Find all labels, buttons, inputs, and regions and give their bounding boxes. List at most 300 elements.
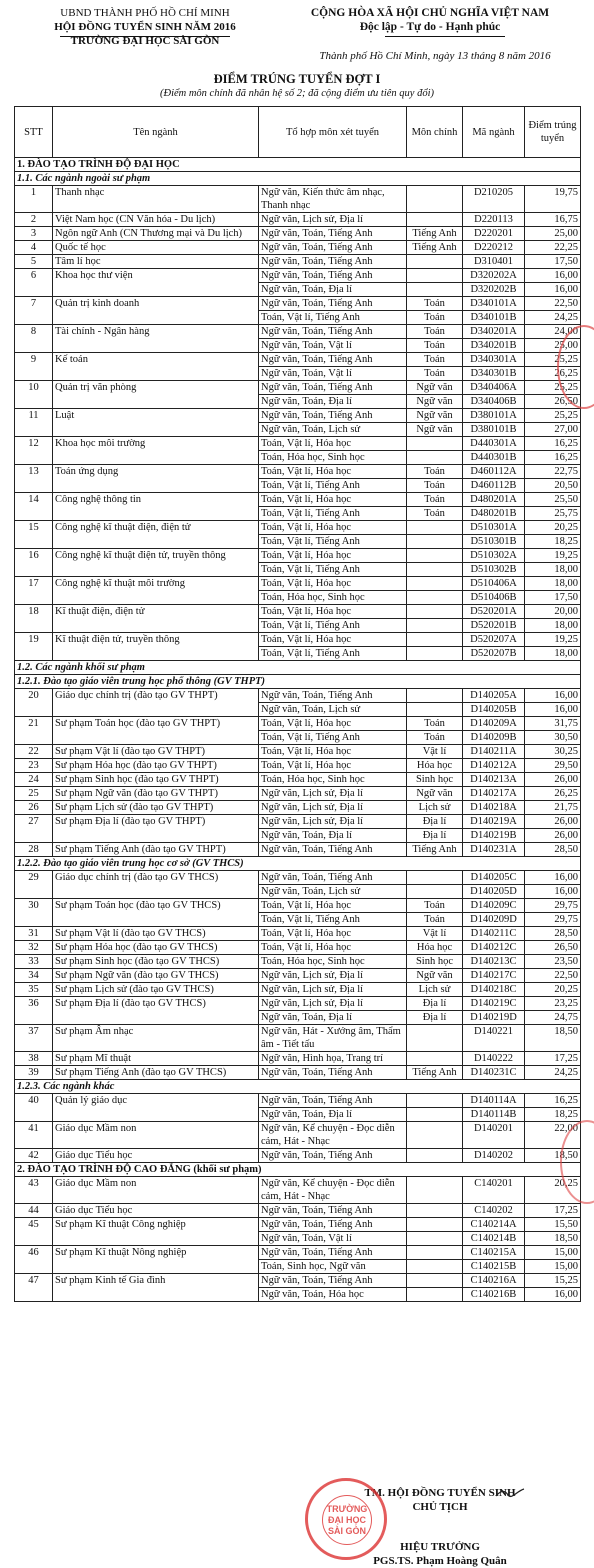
row-stt: 33 (15, 955, 53, 969)
row-combo: Ngữ văn, Toán, Tiếng Anh (259, 241, 407, 255)
row-score: 16,00 (525, 1288, 581, 1302)
row-combo: Ngữ văn, Toán, Tiếng Anh (259, 1094, 407, 1108)
row-program-code: D460112B (463, 479, 525, 493)
row-program-name: Sư phạm Toán học (đào tạo GV THPT) (53, 717, 259, 745)
row-stt: 27 (15, 815, 53, 843)
subsection-row (15, 1080, 581, 1094)
row-program-name: Công nghệ thông tin (53, 493, 259, 521)
row-stt: 13 (15, 465, 53, 493)
table-row (15, 815, 581, 829)
row-stt: 15 (15, 521, 53, 549)
row-program-code: D510406A (463, 577, 525, 591)
row-combo: Toán, Vật lí, Hóa học (259, 493, 407, 507)
row-program-name: Sư phạm Âm nhạc (53, 1025, 259, 1052)
row-combo: Ngữ văn, Toán, Tiếng Anh (259, 1204, 407, 1218)
row-combo: Ngữ văn, Kể chuyện - Đọc diễn cảm, Hát - Nhạc (259, 1122, 407, 1149)
row-main-subject (407, 255, 463, 269)
row-combo: Toán, Vật lí, Hóa học (259, 437, 407, 451)
row-score: 22,75 (525, 465, 581, 479)
row-score: 15,50 (525, 1218, 581, 1232)
row-program-name: Tài chính - Ngân hàng (53, 325, 259, 353)
table-row (15, 773, 581, 787)
row-score: 26,00 (525, 773, 581, 787)
table-row (15, 787, 581, 801)
row-program-code: D140211C (463, 927, 525, 941)
row-program-name: Luật (53, 409, 259, 437)
row-score: 18,25 (525, 535, 581, 549)
row-program-name: Quản lý giáo dục (53, 1094, 259, 1122)
row-program-name: Giáo dục Tiểu học (53, 1149, 259, 1163)
row-program-name: Sư phạm Toán học (đào tạo GV THCS) (53, 899, 259, 927)
row-score: 20,25 (525, 983, 581, 997)
row-combo: Ngữ văn, Kể chuyện - Đọc diễn cảm, Hát - Nhạc (259, 1177, 407, 1204)
row-stt: 6 (15, 269, 53, 297)
row-combo: Ngữ văn, Lịch sử, Địa lí (259, 787, 407, 801)
row-program-code: D140222 (463, 1052, 525, 1066)
row-stt: 8 (15, 325, 53, 353)
table-row (15, 899, 581, 913)
row-score: 23,25 (525, 997, 581, 1011)
row-combo: Ngữ văn, Toán, Vật lí (259, 367, 407, 381)
row-score: 19,75 (525, 186, 581, 213)
row-program-code: D220201 (463, 227, 525, 241)
row-program-code: D140218A (463, 801, 525, 815)
row-combo: Toán, Sinh học, Ngữ văn (259, 1260, 407, 1274)
row-stt: 38 (15, 1052, 53, 1066)
subsection-heading: 1.2. Các ngành khối sư phạm (15, 661, 581, 675)
table-row (15, 1066, 581, 1080)
row-program-name: Toán ứng dụng (53, 465, 259, 493)
row-program-name: Giáo dục chính trị (đào tạo GV THPT) (53, 689, 259, 717)
row-program-code: D380101A (463, 409, 525, 423)
row-combo: Ngữ văn, Toán, Địa lí (259, 283, 407, 297)
row-combo: Toán, Vật lí, Hóa học (259, 745, 407, 759)
row-program-name: Sư phạm Vật lí (đào tạo GV THPT) (53, 745, 259, 759)
table-row (15, 717, 581, 731)
row-combo: Toán, Vật lí, Tiếng Anh (259, 479, 407, 493)
row-combo: Ngữ văn, Toán, Địa lí (259, 395, 407, 409)
row-program-name: Sư phạm Kĩ thuật Nông nghiệp (53, 1246, 259, 1274)
row-combo: Toán, Vật lí, Hóa học (259, 521, 407, 535)
row-program-code: C140216B (463, 1288, 525, 1302)
row-combo: Ngữ văn, Toán, Tiếng Anh (259, 297, 407, 311)
table-row (15, 521, 581, 535)
signature-line3: HIỆU TRƯỞNG (400, 1541, 480, 1553)
row-program-code: D510301B (463, 535, 525, 549)
row-combo: Toán, Vật lí, Tiếng Anh (259, 731, 407, 745)
row-combo: Ngữ văn, Toán, Tiếng Anh (259, 269, 407, 283)
row-main-subject: Địa lí (407, 997, 463, 1011)
row-program-code: C140201 (463, 1177, 525, 1204)
row-program-name: Sư phạm Địa lí (đào tạo GV THCS) (53, 997, 259, 1025)
col-header-stt: STT (15, 107, 53, 158)
row-main-subject: Lịch sử (407, 983, 463, 997)
table-row (15, 1204, 581, 1218)
row-stt: 9 (15, 353, 53, 381)
page-title: ĐIỂM TRÚNG TUYỂN ĐỢT I (213, 72, 381, 86)
row-combo: Ngữ văn, Toán, Địa lí (259, 1011, 407, 1025)
row-program-name: Giáo dục chính trị (đào tạo GV THCS) (53, 871, 259, 899)
row-program-code: C140214A (463, 1218, 525, 1232)
row-score: 26,00 (525, 829, 581, 843)
row-program-code: D140212C (463, 941, 525, 955)
row-score: 16,25 (525, 451, 581, 465)
table-row (15, 269, 581, 283)
row-stt: 17 (15, 577, 53, 605)
row-program-name: Sư phạm Hóa học (đào tạo GV THPT) (53, 759, 259, 773)
row-stt: 39 (15, 1066, 53, 1080)
row-program-code: D480201B (463, 507, 525, 521)
row-combo: Toán, Vật lí, Hóa học (259, 927, 407, 941)
row-stt: 34 (15, 969, 53, 983)
row-program-code: C140215B (463, 1260, 525, 1274)
row-combo: Ngữ văn, Hát - Xướng âm, Thẩm âm - Tiết tấu (259, 1025, 407, 1052)
table-header-row (15, 107, 581, 158)
header-right-line2: Độc lập - Tự do - Hạnh phúc (359, 21, 501, 33)
row-combo: Ngữ văn, Toán, Vật lí (259, 339, 407, 353)
row-score: 18,50 (525, 1025, 581, 1052)
table-row (15, 227, 581, 241)
row-combo: Ngữ văn, Lịch sử, Địa lí (259, 815, 407, 829)
row-main-subject (407, 1177, 463, 1204)
row-stt: 35 (15, 983, 53, 997)
row-combo: Ngữ văn, Toán, Lịch sử (259, 885, 407, 899)
row-program-code: D140201 (463, 1122, 525, 1149)
row-main-subject (407, 591, 463, 605)
row-score: 19,25 (525, 549, 581, 563)
row-combo: Toán, Vật lí, Tiếng Anh (259, 535, 407, 549)
row-score: 25,50 (525, 493, 581, 507)
table-row (15, 801, 581, 815)
row-main-subject (407, 1232, 463, 1246)
row-main-subject: Toán (407, 353, 463, 367)
table-row (15, 213, 581, 227)
row-combo: Toán, Hóa học, Sinh học (259, 955, 407, 969)
row-combo: Toán, Vật lí, Hóa học (259, 759, 407, 773)
table-row (15, 605, 581, 619)
row-main-subject (407, 1094, 463, 1108)
row-program-code: D510301A (463, 521, 525, 535)
row-program-code: D440301A (463, 437, 525, 451)
row-main-subject: Ngữ văn (407, 787, 463, 801)
row-stt: 12 (15, 437, 53, 465)
row-program-name: Giáo dục Mầm non (53, 1177, 259, 1204)
row-stt: 20 (15, 689, 53, 717)
row-program-name: Sư phạm Kĩ thuật Công nghiệp (53, 1218, 259, 1246)
row-score: 24,00 (525, 325, 581, 339)
row-score: 20,00 (525, 605, 581, 619)
row-main-subject: Toán (407, 507, 463, 521)
row-score: 16,00 (525, 703, 581, 717)
row-program-code: D140221 (463, 1025, 525, 1052)
row-stt: 31 (15, 927, 53, 941)
row-combo: Ngữ văn, Lịch sử, Địa lí (259, 983, 407, 997)
row-combo: Toán, Vật lí, Hóa học (259, 605, 407, 619)
row-combo: Ngữ văn, Hình họa, Trang trí (259, 1052, 407, 1066)
row-main-subject: Toán (407, 493, 463, 507)
row-stt: 14 (15, 493, 53, 521)
row-score: 20,25 (525, 521, 581, 535)
row-score: 24,25 (525, 311, 581, 325)
header-left-underline (60, 36, 230, 37)
row-main-subject (407, 213, 463, 227)
table-row (15, 871, 581, 885)
row-main-subject: Tiếng Anh (407, 227, 463, 241)
row-combo: Toán, Vật lí, Hóa học (259, 577, 407, 591)
row-main-subject: Tiếng Anh (407, 241, 463, 255)
header-left-line3: TRƯỜNG ĐẠI HỌC SÀI GÒN (70, 35, 220, 47)
row-program-name: Kĩ thuật điện, điện tử (53, 605, 259, 633)
row-program-code: D140213C (463, 955, 525, 969)
row-combo: Ngữ văn, Toán, Tiếng Anh (259, 1066, 407, 1080)
row-score: 26,50 (525, 395, 581, 409)
row-program-name: Việt Nam học (CN Văn hóa - Du lịch) (53, 213, 259, 227)
row-combo: Toán, Vật lí, Hóa học (259, 549, 407, 563)
row-score: 16,00 (525, 871, 581, 885)
row-main-subject (407, 619, 463, 633)
row-score: 29,75 (525, 899, 581, 913)
row-combo: Toán, Vật lí, Hóa học (259, 633, 407, 647)
row-program-code: D140209D (463, 913, 525, 927)
row-score: 27,00 (525, 423, 581, 437)
row-program-name: Khoa học môi trường (53, 437, 259, 465)
section-heading: 1. ĐÀO TẠO TRÌNH ĐỘ ĐẠI HỌC (15, 158, 581, 172)
row-combo: Ngữ văn, Toán, Tiếng Anh (259, 843, 407, 857)
table-row (15, 186, 581, 213)
row-program-code: D520207B (463, 647, 525, 661)
row-stt: 47 (15, 1274, 53, 1302)
row-combo: Ngữ văn, Toán, Tiếng Anh (259, 353, 407, 367)
row-main-subject (407, 437, 463, 451)
row-program-code: D220113 (463, 213, 525, 227)
row-stt: 42 (15, 1149, 53, 1163)
row-program-code: D140205B (463, 703, 525, 717)
table-row (15, 1149, 581, 1163)
row-combo: Ngữ văn, Lịch sử, Địa lí (259, 213, 407, 227)
row-program-name: Sư phạm Ngữ văn (đào tạo GV THPT) (53, 787, 259, 801)
header-left-line1: UBND THÀNH PHỐ HỒ CHÍ MINH (60, 7, 230, 19)
row-program-name: Sư phạm Hóa học (đào tạo GV THCS) (53, 941, 259, 955)
page-subtitle: (Điểm môn chính đã nhân hệ số 2; đã cộng điểm ưu tiên quy đổi) (159, 88, 434, 99)
table-row (15, 1122, 581, 1149)
row-program-code: D510302A (463, 549, 525, 563)
row-score: 18,00 (525, 647, 581, 661)
row-program-code: D140114B (463, 1108, 525, 1122)
header-right (270, 6, 590, 34)
row-main-subject: Toán (407, 325, 463, 339)
row-score: 25,00 (525, 339, 581, 353)
row-stt: 40 (15, 1094, 53, 1122)
row-main-subject: Vật lí (407, 745, 463, 759)
row-program-name: Sư phạm Kinh tế Gia đình (53, 1274, 259, 1302)
row-program-code: D340101B (463, 311, 525, 325)
row-stt: 28 (15, 843, 53, 857)
row-main-subject (407, 1122, 463, 1149)
row-score: 16,00 (525, 269, 581, 283)
row-score: 18,00 (525, 619, 581, 633)
table-row (15, 297, 581, 311)
row-score: 16,25 (525, 437, 581, 451)
section-heading: 2. ĐÀO TẠO TRÌNH ĐỘ CAO ĐẲNG (khối sư phạm) (15, 1163, 581, 1177)
row-main-subject (407, 1204, 463, 1218)
row-program-code: C140216A (463, 1274, 525, 1288)
row-program-name: Công nghệ kĩ thuật môi trường (53, 577, 259, 605)
row-main-subject: Hóa học (407, 941, 463, 955)
row-program-code: D140217A (463, 787, 525, 801)
table-row (15, 633, 581, 647)
row-program-code: D210205 (463, 186, 525, 213)
row-stt: 29 (15, 871, 53, 899)
row-score: 17,50 (525, 591, 581, 605)
date-line: Thành phố Hồ Chí Minh, ngày 13 tháng 8 năm 2016 (319, 50, 551, 62)
row-combo: Ngữ văn, Toán, Tiếng Anh (259, 227, 407, 241)
row-stt: 18 (15, 605, 53, 633)
row-program-code: D140205A (463, 689, 525, 703)
row-score: 21,75 (525, 801, 581, 815)
row-main-subject (407, 1288, 463, 1302)
row-combo: Toán, Vật lí, Hóa học (259, 465, 407, 479)
row-score: 29,50 (525, 759, 581, 773)
col-header-code: Mã ngành (463, 107, 525, 158)
row-program-code: D460112A (463, 465, 525, 479)
table-row (15, 353, 581, 367)
table-row (15, 577, 581, 591)
row-stt: 2 (15, 213, 53, 227)
row-program-code: D320202B (463, 283, 525, 297)
row-score: 28,50 (525, 843, 581, 857)
row-combo: Toán, Hóa học, Sinh học (259, 591, 407, 605)
row-stt: 41 (15, 1122, 53, 1149)
results-table (14, 106, 581, 1302)
row-main-subject (407, 1260, 463, 1274)
row-score: 15,00 (525, 1260, 581, 1274)
table-row (15, 1052, 581, 1066)
row-combo: Ngữ văn, Toán, Hóa học (259, 1288, 407, 1302)
row-stt: 10 (15, 381, 53, 409)
subsection-row (15, 661, 581, 675)
row-score: 18,50 (525, 1149, 581, 1163)
row-stt: 7 (15, 297, 53, 325)
table-row (15, 941, 581, 955)
row-score: 19,25 (525, 633, 581, 647)
row-combo: Toán, Hóa học, Sinh học (259, 451, 407, 465)
row-score: 17,50 (525, 255, 581, 269)
row-program-code: D140212A (463, 759, 525, 773)
row-main-subject: Toán (407, 367, 463, 381)
row-main-subject: Địa lí (407, 829, 463, 843)
row-program-code: D140209C (463, 899, 525, 913)
row-program-code: D140219A (463, 815, 525, 829)
row-main-subject: Lịch sử (407, 801, 463, 815)
row-main-subject: Hóa học (407, 759, 463, 773)
row-program-code: D220212 (463, 241, 525, 255)
row-program-name: Quốc tế học (53, 241, 259, 255)
row-program-name: Quản trị văn phòng (53, 381, 259, 409)
row-program-code: D140218C (463, 983, 525, 997)
row-program-name: Thanh nhạc (53, 186, 259, 213)
row-score: 26,25 (525, 367, 581, 381)
row-main-subject: Địa lí (407, 815, 463, 829)
table-row (15, 969, 581, 983)
row-combo: Ngữ văn, Toán, Tiếng Anh (259, 871, 407, 885)
subsection-heading: 1.2.1. Đào tạo giáo viên trung học phổ thông (GV THPT) (15, 675, 581, 689)
col-header-main: Môn chính (407, 107, 463, 158)
row-score: 22,50 (525, 969, 581, 983)
row-stt: 32 (15, 941, 53, 955)
row-combo: Ngữ văn, Toán, Vật lí (259, 1232, 407, 1246)
row-program-code: D140217C (463, 969, 525, 983)
table-row (15, 843, 581, 857)
row-stt: 22 (15, 745, 53, 759)
row-combo: Ngữ văn, Toán, Địa lí (259, 829, 407, 843)
row-program-name: Giáo dục Mầm non (53, 1122, 259, 1149)
row-combo: Ngữ văn, Toán, Tiếng Anh (259, 325, 407, 339)
header-left (10, 6, 280, 48)
row-score: 26,50 (525, 941, 581, 955)
row-combo: Ngữ văn, Toán, Tiếng Anh (259, 381, 407, 395)
row-program-code: D140219B (463, 829, 525, 843)
row-main-subject (407, 605, 463, 619)
row-main-subject: Ngữ văn (407, 969, 463, 983)
row-stt: 19 (15, 633, 53, 661)
signature-title-block (300, 1540, 580, 1568)
row-combo: Toán, Vật lí, Tiếng Anh (259, 647, 407, 661)
table-row (15, 409, 581, 423)
subsection-heading: 1.2.2. Đào tạo giáo viên trung học cơ sở (GV THCS) (15, 857, 581, 871)
row-program-code: D520201B (463, 619, 525, 633)
row-score: 16,75 (525, 213, 581, 227)
row-program-name: Sư phạm Mĩ thuật (53, 1052, 259, 1066)
row-stt: 36 (15, 997, 53, 1025)
row-main-subject: Toán (407, 339, 463, 353)
row-main-subject: Địa lí (407, 1011, 463, 1025)
row-score: 25,00 (525, 227, 581, 241)
row-main-subject: Ngữ văn (407, 423, 463, 437)
row-stt: 23 (15, 759, 53, 773)
row-main-subject: Toán (407, 465, 463, 479)
row-score: 29,75 (525, 913, 581, 927)
row-score: 15,00 (525, 1246, 581, 1260)
row-combo: Toán, Vật lí, Tiếng Anh (259, 913, 407, 927)
row-combo: Ngữ văn, Toán, Tiếng Anh (259, 255, 407, 269)
row-combo: Toán, Vật lí, Tiếng Anh (259, 507, 407, 521)
row-program-code: C140215A (463, 1246, 525, 1260)
row-program-name: Ngôn ngữ Anh (CN Thương mại và Du lịch) (53, 227, 259, 241)
row-program-code: D140205D (463, 885, 525, 899)
row-main-subject (407, 1218, 463, 1232)
row-score: 25,75 (525, 507, 581, 521)
table-row (15, 549, 581, 563)
row-combo: Ngữ văn, Toán, Lịch sử (259, 703, 407, 717)
row-main-subject (407, 283, 463, 297)
row-combo: Toán, Vật lí, Tiếng Anh (259, 563, 407, 577)
row-program-code: D140209A (463, 717, 525, 731)
row-stt: 43 (15, 1177, 53, 1204)
row-main-subject: Toán (407, 731, 463, 745)
row-program-name: Sư phạm Vật lí (đào tạo GV THCS) (53, 927, 259, 941)
table-row (15, 1025, 581, 1052)
row-combo: Ngữ văn, Toán, Tiếng Anh (259, 689, 407, 703)
row-program-code: D340201A (463, 325, 525, 339)
table-row (15, 437, 581, 451)
col-header-combo: Tổ hợp môn xét tuyển (259, 107, 407, 158)
row-score: 22,00 (525, 1122, 581, 1149)
row-main-subject: Toán (407, 913, 463, 927)
row-score: 22,25 (525, 241, 581, 255)
row-main-subject (407, 647, 463, 661)
table-row (15, 1246, 581, 1260)
row-main-subject: Vật lí (407, 927, 463, 941)
